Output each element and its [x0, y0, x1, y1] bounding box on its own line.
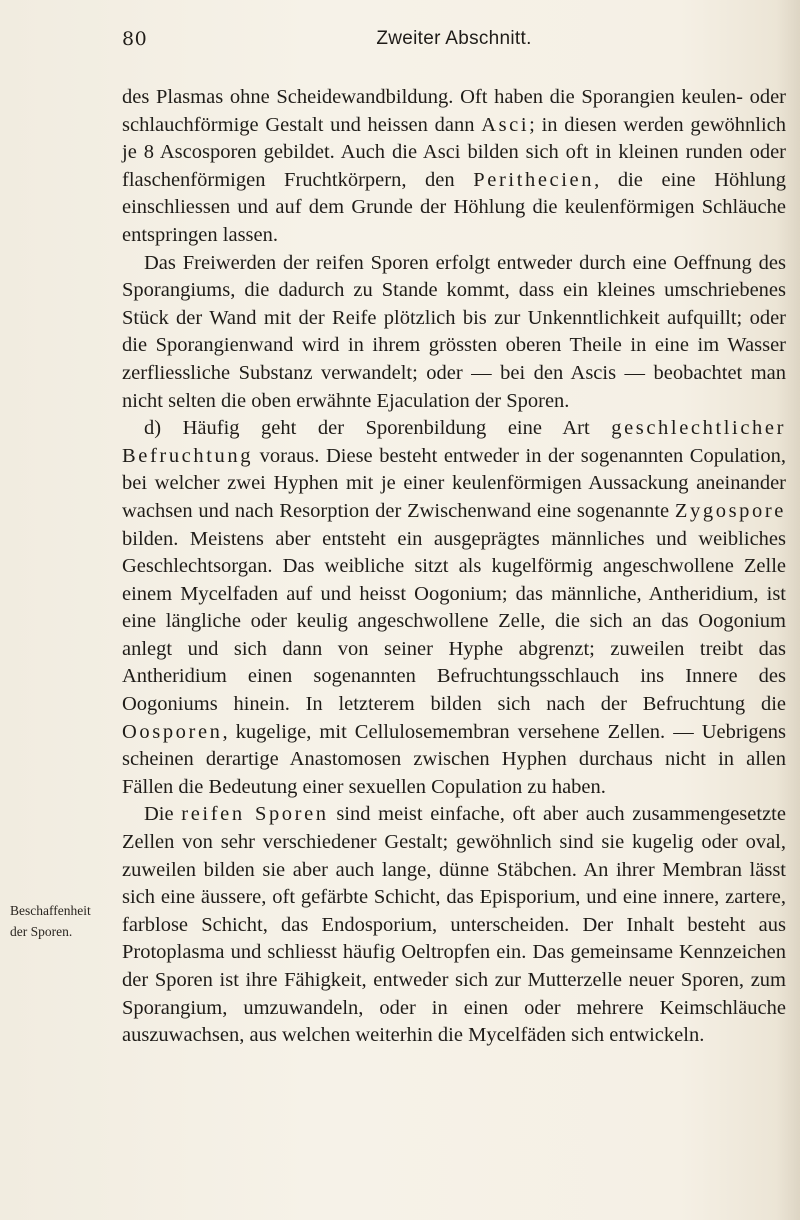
margin-note-line-2: der Sporen. [10, 924, 73, 939]
body-text [122, 84, 786, 1050]
paragraph-2-text: Das Freiwerden der reifen Sporen erfolgt entweder durch eine Oeffnung des Sporangiums, die dadurch zu Stande kommt, dass ein kleines umschriebenes Stück der Wand mit der Reife plötzlich bis zur Unkenntlichkeit aufquillt; oder die Sporangienwand wird in ihrem grössten oberen Theile in eine im Wasser zerfliessliche Substanz verwandelt; oder — bei den Ascis — beobachtet man nicht selten die oben erwähnte Ejaculation der Sporen. [122, 251, 786, 412]
paragraph-3-text-a: d) Häufig geht der Sporenbildung eine Art [144, 417, 612, 440]
margin-note-line-1: Beschaffenheit [10, 903, 91, 918]
paragraph-3-text-c: bilden. Meistens aber entsteht ein ausgeprägtes männliches und weibliches Geschlechtsorgan. Das weibliche sitzt als kugelförmig angeschwollene Zelle einem Mycelfaden auf und heisst Oogonium; das männliche, Antheridium, ist eine längliche oder keulig angeschwollene Zelle, die sich an das Oogonium anlegt und sich dann von seiner Hyphe abgrenzt; zuweilen treibt das Antheridium einen sogenannten Befruchtungsschlauch ins Innere des Oogoniums hinein. In letzterem bilden sich nach der Befruchtung die [122, 527, 786, 716]
paragraph-1 [122, 84, 786, 250]
paragraph-1-text-a: des Plasmas ohne Scheidewandbildung. Oft haben die Sporangien keulen- oder schlauchförmige Gestalt und heissen dann [122, 86, 786, 136]
paragraph-2 [122, 250, 786, 416]
paragraph-3 [122, 415, 786, 801]
page-header [122, 28, 786, 58]
paragraph-4 [122, 801, 786, 1049]
margin-note [10, 900, 110, 942]
paragraph-3-text-d: , kugelige, mit Cellulosemembran versehene Zellen. — Uebrigens scheinen derartige Anastomosen zwischen Hyphen durchaus nicht in allen Fällen die Bedeutung einer sexuellen Copulation zu haben. [122, 720, 786, 798]
paragraph-1-text-b: ; in diesen werden gewöhnlich je 8 Ascosporen gebildet. Auch die Asci bilden sich oft in kleinen runden oder flaschenförmigen Fruchtkörpern, den [122, 113, 786, 191]
term-geschlechtliche-befruchtung: geschlechtlicher Befruchtung [122, 417, 786, 467]
running-head: Zweiter Abschnitt. [376, 28, 532, 49]
term-oosporen: Oosporen [122, 720, 223, 743]
term-zygospore: Zygospore [674, 499, 786, 522]
term-perithecien: Perithecien [473, 168, 595, 191]
page-number: 80 [122, 28, 148, 50]
paragraph-4-text-a: Die [144, 803, 182, 826]
term-asci: Asci [481, 113, 530, 136]
paragraph-3-text-b: voraus. Diese besteht entweder in der sogenannten Copulation, bei welcher zwei Hyphen mit je einer keulenförmigen Aussackung aneinander wachsen und nach Resorption der Zwischenwand eine sogenannte [122, 444, 786, 522]
paragraph-4-text-b: sind meist einfache, oft aber auch zusammengesetzte Zellen von sehr verschiedener Gestalt; gewöhnlich sind sie kugelig oder oval, zuweilen bilden sie aber auch lange, dünne Stäbchen. An ihrer Membran lässt sich eine äussere, oft gefärbte Schicht, das Episporium, und eine innere, zartere, farblose Schicht, das Endosporium, unterscheiden. Der Inhalt besteht aus Protoplasma und schliesst häufig Oeltropfen ein. Das gemeinsame Kennzeichen der Sporen ist ihre Fähigkeit, entweder sich zur Mutterzelle neuer Sporen, zum Sporangium, umzuwandeln, oder in einen oder mehrere Keimschläuche auszuwachsen, aus welchen weiterhin die Mycelfäden sich entwickeln. [122, 803, 786, 1047]
term-reife-sporen: reifen Sporen [181, 803, 329, 826]
paragraph-1-text-c: , die eine Höhlung einschliessen und auf dem Grunde der Höhlung die keulenförmigen Schläuche entspringen lassen. [122, 168, 786, 246]
